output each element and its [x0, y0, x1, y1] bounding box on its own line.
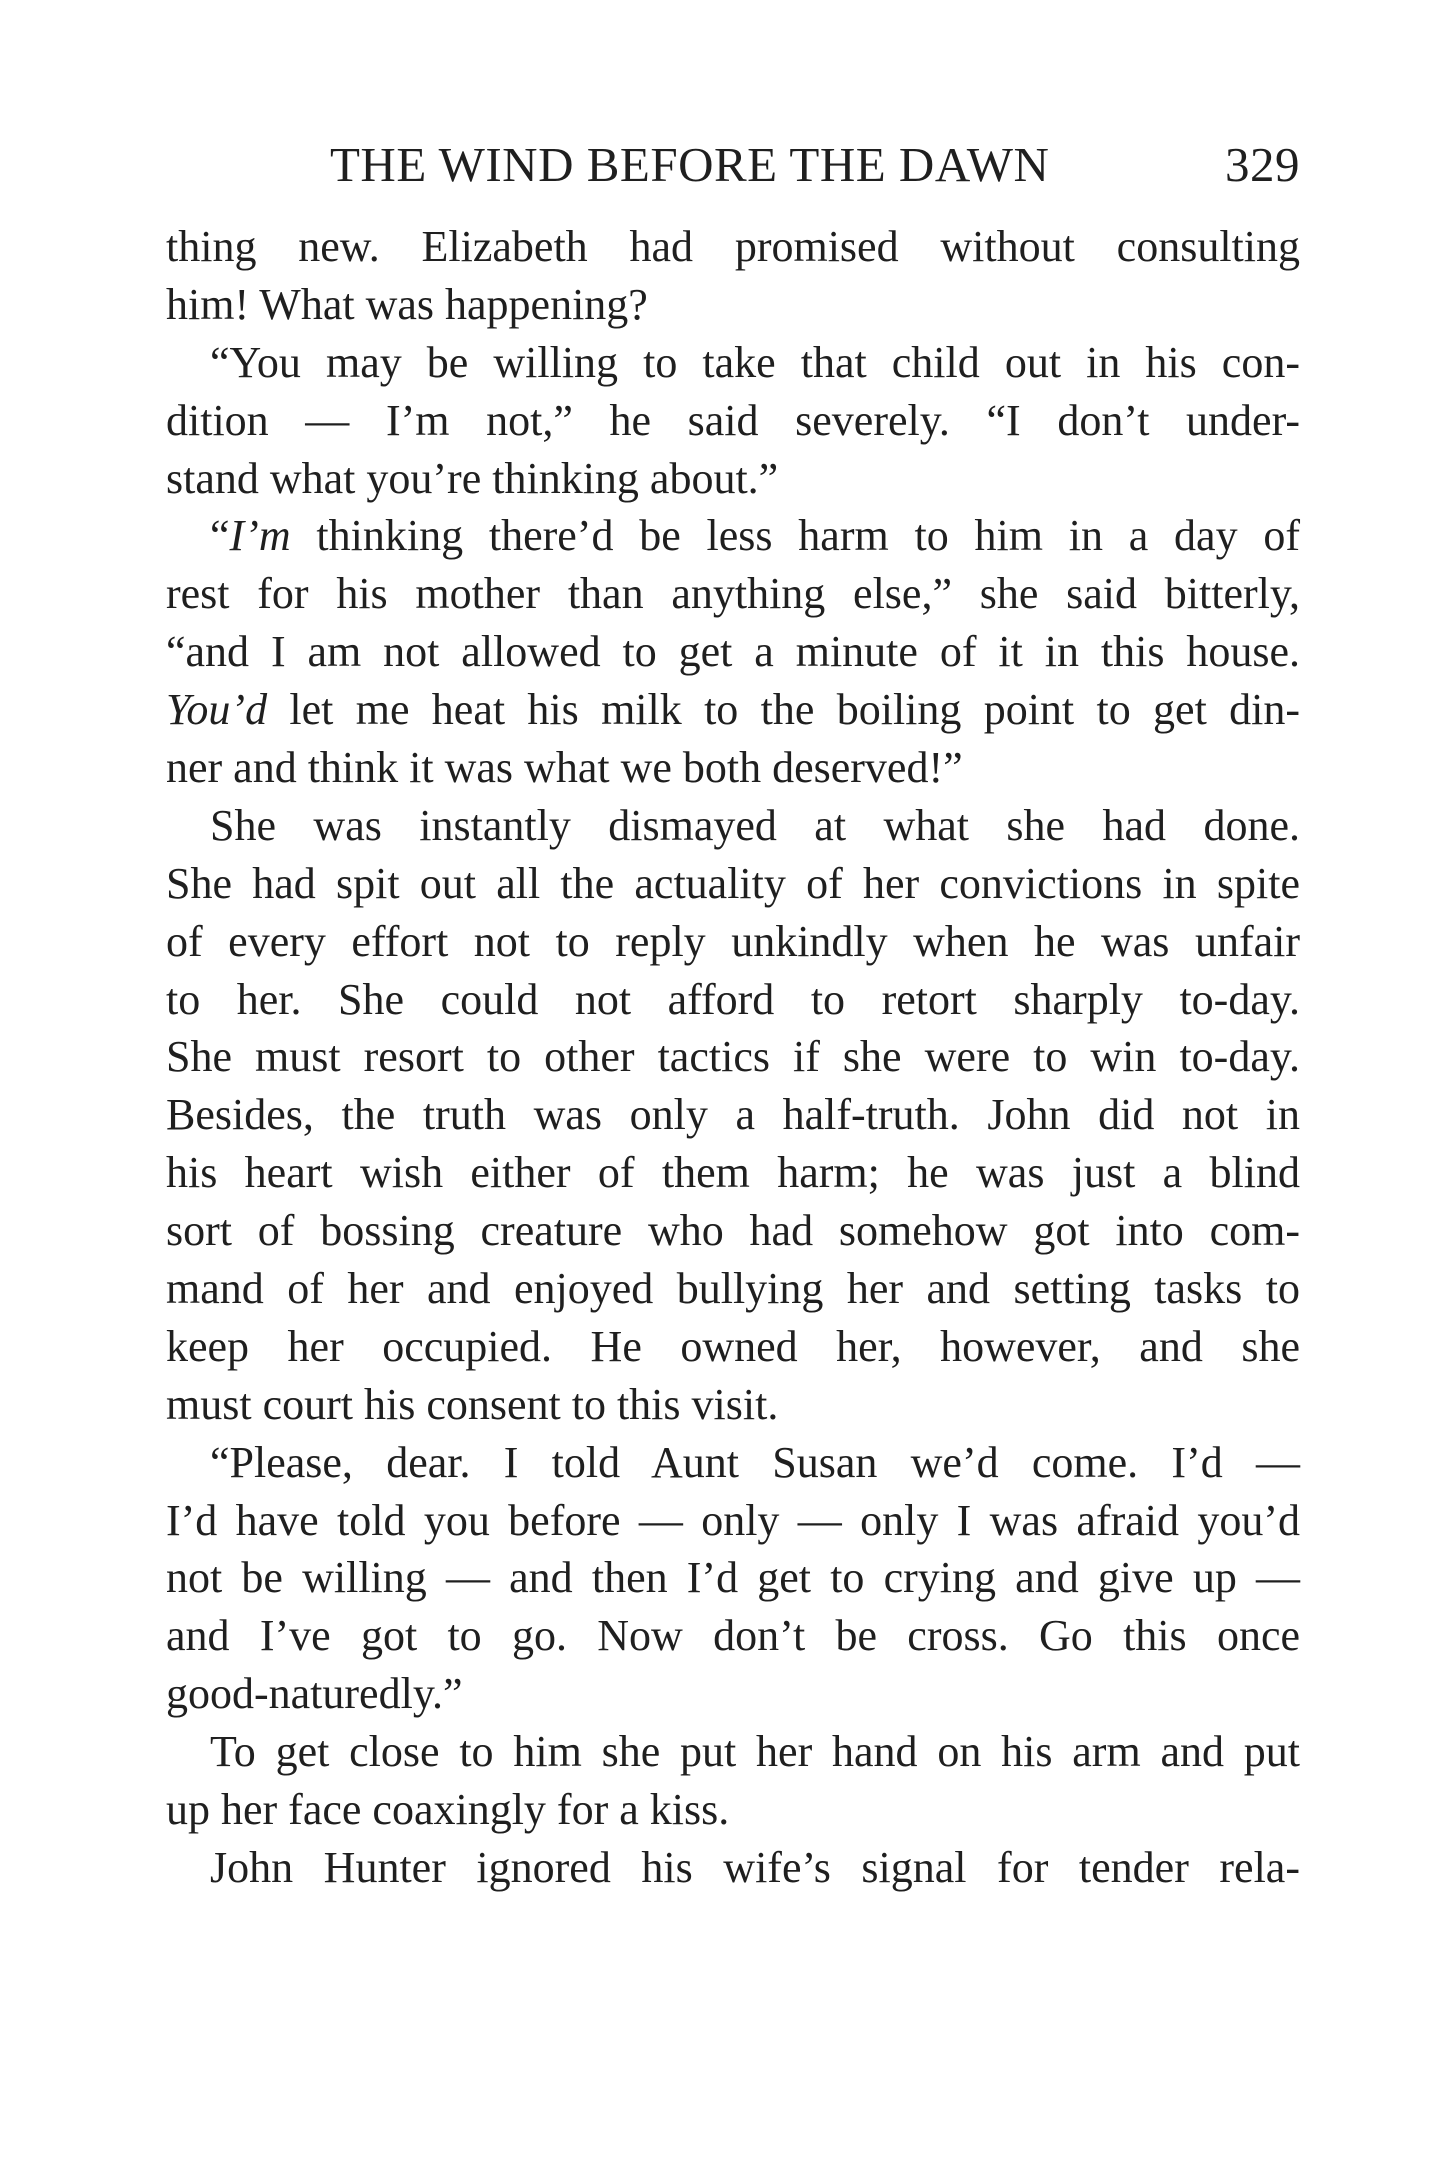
text-line: “Please, dear. I told Aunt Susan we’d come. I’d — [210, 1437, 1300, 1487]
text-line: his heart wish either of them harm; he was just a blind [166, 1148, 1300, 1198]
running-head [330, 135, 1300, 195]
text-line: keep her occupied. He owned her, however, and she [166, 1321, 1300, 1371]
text-line: good-naturedly.” [166, 1669, 463, 1719]
text-line: sort of bossing creature who had somehow got into com- [166, 1206, 1300, 1256]
running-title: THE WIND BEFORE THE DAWN [330, 137, 1050, 192]
text-line: “You may be willing to take that child out in his con- [210, 337, 1300, 387]
text-line: thing new. Elizabeth had promised without consulting [166, 222, 1300, 271]
text-line: of every effort not to reply unkindly when he was unfair [166, 916, 1300, 966]
text-line: up her face coaxingly for a kiss. [166, 1785, 730, 1835]
text-line [166, 507, 1300, 565]
text-line: John Hunter ignored his wife’s signal for tender rela- [210, 1842, 1300, 1892]
text-line: She was instantly dismayed at what she had done. [210, 800, 1300, 850]
text-line: not be willing — and then I’d get to crying and give up — [166, 1553, 1300, 1603]
body-text [166, 218, 1300, 1897]
italic-text: I’m [229, 511, 291, 561]
text-line: “and I am not allowed to get a minute of it in this house. [166, 627, 1300, 677]
text-line: him! What was happening? [166, 279, 648, 329]
text-line [166, 681, 1300, 739]
text-line: mand of her and enjoyed bullying her and setting tasks to [166, 1264, 1300, 1314]
text-line: She had spit out all the actuality of her convictions in spite [166, 858, 1300, 908]
text-line: to her. She could not afford to retort sharply to-day. [166, 974, 1300, 1024]
text-span: let me heat his milk to the boiling point to get din- [267, 685, 1300, 735]
text-line: To get close to him she put her hand on his arm and put [210, 1727, 1300, 1777]
text-line: I’d have told you before — only — only I was afraid you’d [166, 1495, 1300, 1545]
text-line: and I’ve got to go. Now don’t be cross. Go this once [166, 1611, 1300, 1661]
text-line: dition — I’m not,” he said severely. “I don’t under- [166, 395, 1300, 445]
text-line: rest for his mother than anything else,” she said bitterly, [166, 569, 1300, 619]
text-line: must court his consent to this visit. [166, 1379, 779, 1429]
page-number: 329 [1225, 137, 1300, 192]
text-line: Besides, the truth was only a half-truth. John did not in [166, 1090, 1300, 1140]
text-line: ner and think it was what we both deserved!” [166, 743, 963, 793]
italic-text: You’d [166, 685, 268, 735]
text-span: thinking there’d be less harm to him in a day of [290, 511, 1300, 561]
text-line: She must resort to other tactics if she were to win to-day. [166, 1032, 1300, 1082]
text-line: stand what you’re thinking about.” [166, 453, 779, 503]
text-span: “ [210, 511, 230, 561]
